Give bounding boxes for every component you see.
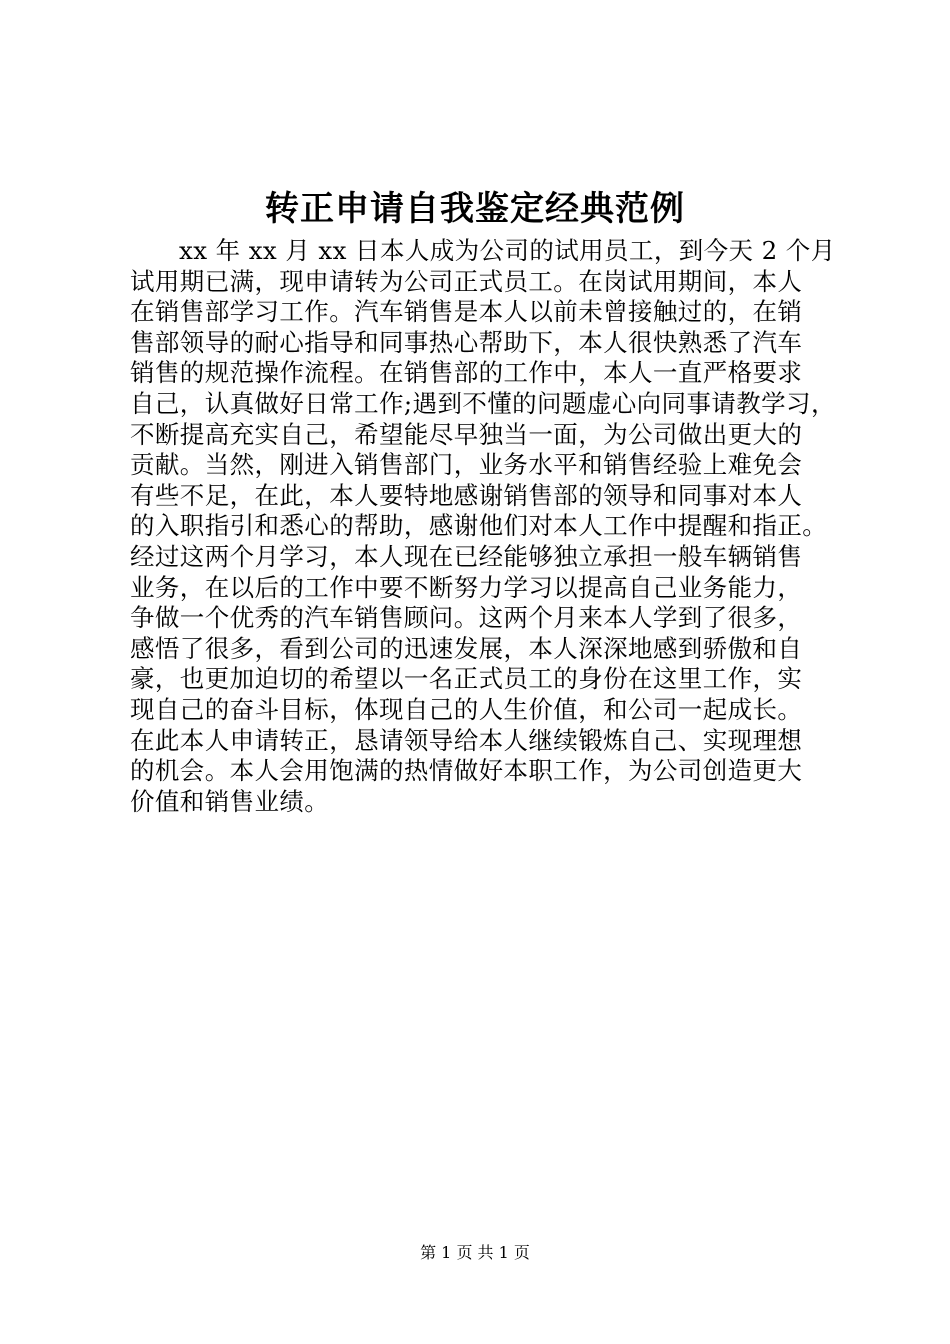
body-line: 价值和销售业绩。 <box>130 786 330 816</box>
body-line: 销售的规范操作流程。在销售部的工作中，本人一直严格要求 <box>130 358 803 388</box>
body-line: 售部领导的耐心指导和同事热心帮助下，本人很快熟悉了汽车 <box>130 327 803 357</box>
body-line: 在销售部学习工作。汽车销售是本人以前未曾接触过的，在销 <box>130 297 803 327</box>
body-line: 豪，也更加迫切的希望以一名正式员工的身份在这里工作，实 <box>130 664 803 694</box>
body-line: 的入职指引和悉心的帮助，感谢他们对本人工作中提醒和指正。 <box>130 511 828 541</box>
body-line: 有些不足，在此，本人要特地感谢销售部的领导和同事对本人 <box>130 480 803 510</box>
body-line: 现自己的奋斗目标，体现自己的人生价值，和公司一起成长。 <box>130 694 803 724</box>
body-line: 的机会。本人会用饱满的热情做好本职工作，为公司创造更大 <box>130 756 803 786</box>
body-line: 争做一个优秀的汽车销售顾问。这两个月来本人学到了很多， <box>130 603 803 633</box>
body-line: 试用期已满，现申请转为公司正式员工。在岗试用期间，本人 <box>130 266 803 296</box>
body-line: 在此本人申请转正，恳请领导给本人继续锻炼自己、实现理想 <box>130 725 803 755</box>
body-line: 自己，认真做好日常工作;遇到不懂的问题虚心向同事请教学习， <box>130 388 836 418</box>
document-title: 转正申请自我鉴定经典范例 <box>265 189 685 229</box>
body-line: 不断提高充实自己，希望能尽早独当一面，为公司做出更大的 <box>130 419 803 449</box>
page-footer: 第 1 页 共 1 页 <box>420 1243 530 1262</box>
document-body <box>130 236 836 817</box>
body-line: xx 年 xx 月 xx 日本人成为公司的试用员工，到今天 2 个月 <box>179 236 836 265</box>
body-line: 感悟了很多，看到公司的迅速发展，本人深深地感到骄傲和自 <box>130 633 803 663</box>
body-line: 业务，在以后的工作中要不断努力学习以提高自己业务能力， <box>130 572 803 602</box>
body-line: 经过这两个月学习，本人现在已经能够独立承担一般车辆销售 <box>130 541 803 571</box>
body-line: 贡献。当然，刚进入销售部门，业务水平和销售经验上难免会 <box>130 450 803 480</box>
